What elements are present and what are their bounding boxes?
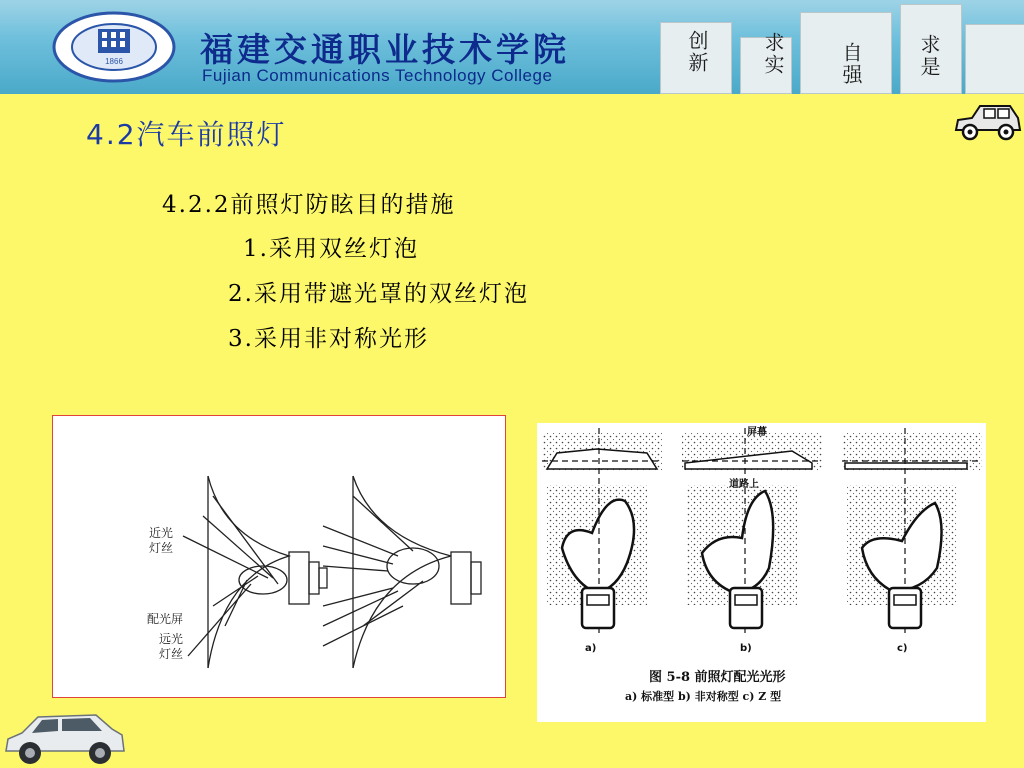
list-item: 1.采用双丝灯泡 [243,236,419,262]
label-high-beam-filament: 远光 灯丝 [158,632,183,661]
college-name-cn: 福建交通职业技术学院 [200,30,570,69]
motto-word: 求是 [917,34,941,78]
road-label: 道路上 [729,479,759,490]
label-shield: 配光屏 [146,612,183,626]
motto-word: 自强 [839,42,863,86]
figure-legend: a) 标准型 b) 非对称型 c) Z 型 [625,690,782,703]
headlamp-diagram [52,415,506,698]
photo-suv [0,703,130,768]
banner-building [965,24,1024,94]
list-item: 2.采用带遮光罩的双丝灯泡 [228,281,529,307]
list-item: 3.采用非对称光形 [228,326,429,352]
car-icon [952,100,1022,144]
panel-label-b: b) [740,643,752,654]
motto-word: 创新 [685,30,709,74]
header-banner [0,0,1024,94]
logo-year: 1866 [105,57,123,66]
figure-caption: 图 5-8 前照灯配光光形 [649,670,786,685]
panel-label-c: c) [897,643,908,654]
screen-label: 屏幕 [747,427,767,438]
beam-pattern-figure [537,423,986,722]
section-heading: 4.2.2前照灯防眩目的措施 [162,192,456,218]
panel-label-a: a) [585,643,597,654]
slide-title: 4.2汽车前照灯 [86,118,287,151]
college-logo [52,11,176,83]
motto-word: 求实 [761,32,785,76]
college-name-en: Fujian Communications Technology College [202,66,553,85]
label-low-beam-filament: 近光 灯丝 [148,526,173,555]
